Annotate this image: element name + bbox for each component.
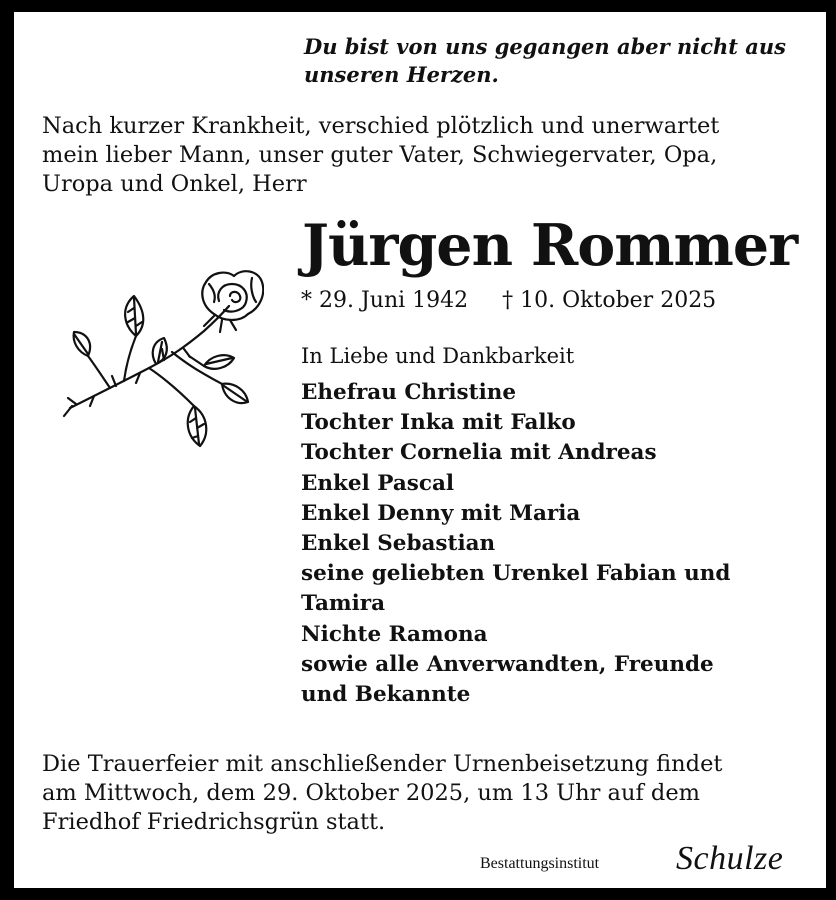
mourner-line: Enkel Pascal — [301, 470, 455, 496]
mourner-line: Ehefrau Christine — [301, 380, 517, 405]
motto-text — [304, 33, 824, 89]
birth-date: * 29. Juni 1942 — [301, 288, 469, 313]
mourner-line: und Bekannte — [301, 682, 471, 708]
obituary-notice — [14, 12, 826, 888]
rose-icon — [54, 256, 264, 461]
motto-line: Du bist von uns gegangen aber nicht aus — [304, 34, 787, 59]
mourner-line: Tamira — [301, 591, 386, 617]
mourner-line: Enkel Denny mit Maria — [301, 500, 581, 526]
service-line: am Mittwoch, dem 29. Oktober 2025, um 13 Uhr auf dem — [42, 780, 700, 806]
greeting-text: In Liebe und Dankbarkeit — [301, 344, 575, 368]
motto-line: unseren Herzen. — [304, 62, 499, 87]
life-dates — [301, 286, 821, 316]
undertaker-credit — [480, 840, 820, 884]
intro-text — [42, 112, 832, 199]
death-date: † 10. Oktober 2025 — [502, 288, 717, 313]
mourner-line: seine geliebten Urenkel Fabian und — [301, 561, 731, 587]
service-line: Die Trauerfeier mit anschließender Urnenbeisetzung findet — [42, 751, 723, 777]
service-details — [42, 750, 832, 837]
mourner-line: Tochter Cornelia mit Andreas — [301, 440, 657, 466]
mourner-line: sowie alle Anverwandten, Freunde — [301, 651, 714, 677]
service-line: Friedhof Friedrichsgrün statt. — [42, 809, 386, 835]
mourner-line: Enkel Sebastian — [301, 531, 496, 557]
intro-line: Nach kurzer Krankheit, verschied plötzlich und unerwartet — [42, 113, 720, 139]
mourner-line: Nichte Ramona — [301, 621, 488, 647]
mourner-line: Tochter Inka mit Falko — [301, 410, 576, 436]
undertaker-logo: Schulze — [676, 840, 784, 877]
mourners-list — [301, 378, 801, 710]
intro-line: mein lieber Mann, unser guter Vater, Schwiegervater, Opa, — [42, 142, 718, 168]
undertaker-label: Bestattungsinstitut — [480, 855, 600, 872]
intro-line: Uropa und Onkel, Herr — [42, 171, 307, 197]
deceased-name: Jürgen Rommer — [302, 212, 798, 279]
